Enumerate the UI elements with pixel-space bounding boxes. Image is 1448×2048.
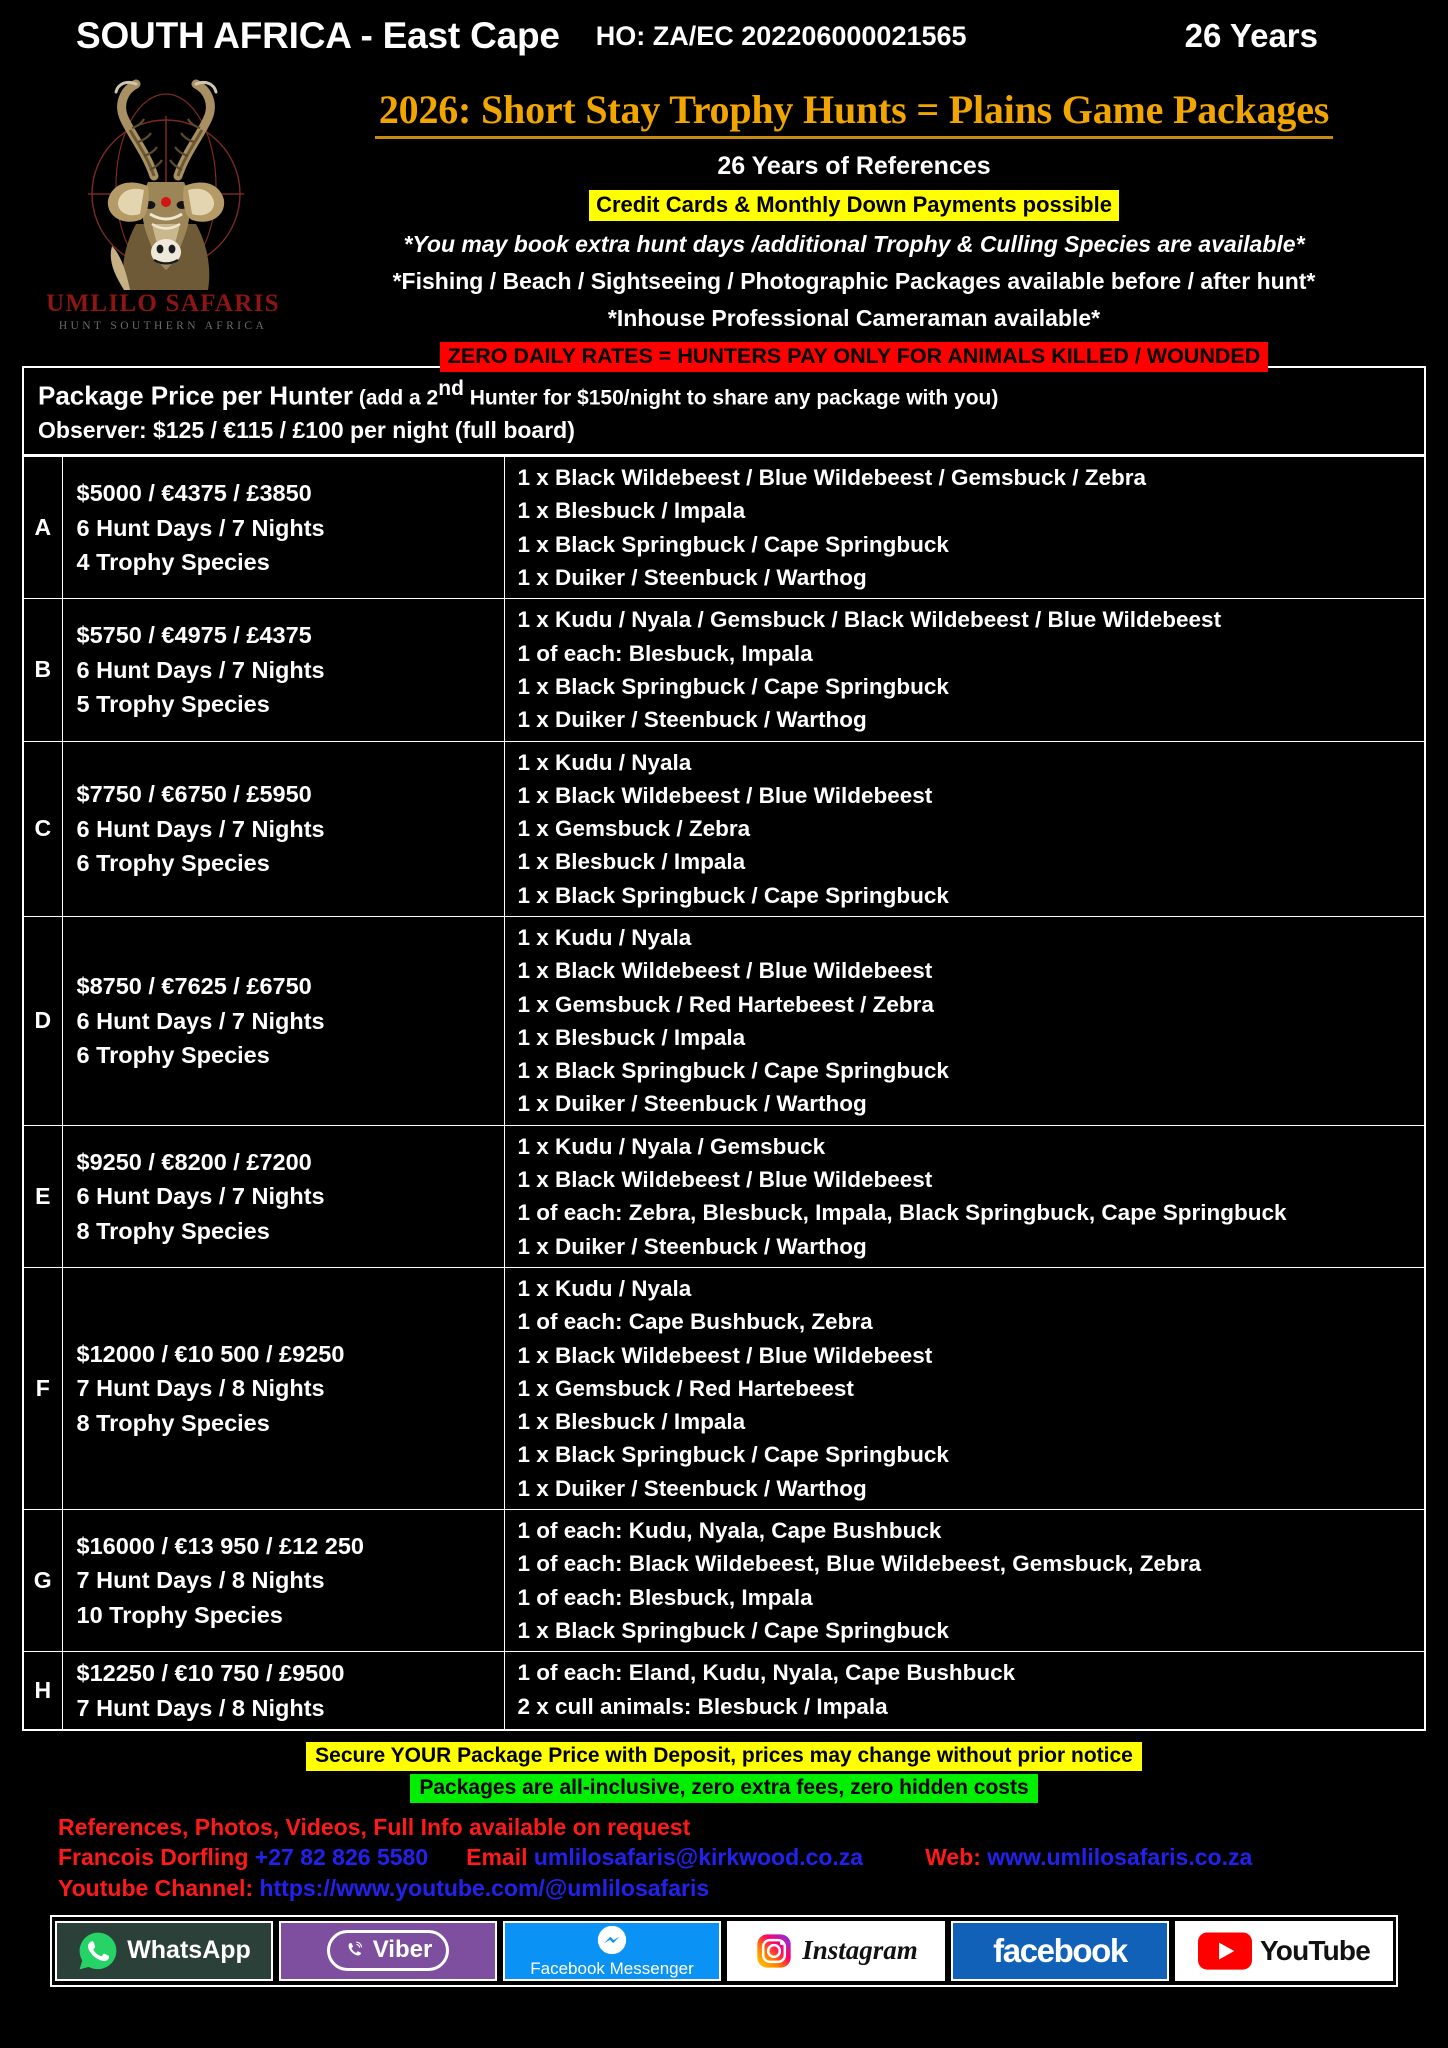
whatsapp-icon bbox=[77, 1930, 119, 1972]
facebook-messenger-label: Facebook Messenger bbox=[530, 1958, 694, 1978]
species-line: 1 x Duiker / Steenbuck / Warthog bbox=[517, 1233, 867, 1259]
company-logo bbox=[38, 74, 288, 364]
table-row bbox=[24, 1652, 1424, 1729]
species-line: 1 x Black Wildebeest / Blue Wildebeest bbox=[517, 958, 933, 984]
species-line: 1 x Gemsbuck / Zebra bbox=[517, 816, 751, 842]
package-species-cell bbox=[504, 916, 1424, 1125]
years-badge: 26 Years bbox=[1184, 17, 1318, 54]
species-line: 1 x Blesbuck / Impala bbox=[517, 498, 746, 524]
package-species-count: 5 Trophy Species bbox=[76, 691, 270, 718]
package-price-cell bbox=[62, 1510, 504, 1652]
package-days: 6 Hunt Days / 7 Nights bbox=[76, 656, 325, 683]
species-line: 1 x Kudu / Nyala bbox=[517, 1275, 692, 1301]
youtube-button[interactable] bbox=[1175, 1921, 1393, 1981]
species-line: 1 x Black Springbuck / Cape Springbuck bbox=[517, 531, 949, 557]
package-price: $8750 / €7625 / £6750 bbox=[76, 973, 312, 1000]
header-block bbox=[0, 72, 1448, 368]
package-species-cell bbox=[504, 1510, 1424, 1652]
package-days: 7 Hunt Days / 8 Nights bbox=[76, 1694, 325, 1721]
viber-label: Viber bbox=[372, 1936, 433, 1964]
package-price: $12000 / €10 500 / £9250 bbox=[76, 1341, 345, 1368]
package-species-count: 8 Trophy Species bbox=[76, 1217, 270, 1244]
package-letter: B bbox=[24, 599, 62, 741]
species-line: 1 x Black Wildebeest / Blue Wildebeest / Gemsbuck / Zebra bbox=[517, 465, 1147, 491]
species-line: 1 x Blesbuck / Impala bbox=[517, 1409, 746, 1435]
youtube-line bbox=[58, 1873, 1448, 1903]
youtube-label: Youtube Channel: bbox=[58, 1874, 260, 1901]
species-line: 1 x Gemsbuck / Red Hartebeest / Zebra bbox=[517, 991, 934, 1017]
species-line: 1 x Gemsbuck / Red Hartebeest bbox=[517, 1375, 854, 1401]
package-price-cell bbox=[62, 916, 504, 1125]
secure-price-banner: Secure YOUR Package Price with Deposit, prices may change without prior notice bbox=[306, 1742, 1142, 1771]
social-links-bar bbox=[50, 1915, 1398, 1987]
viber-pill bbox=[327, 1930, 450, 1971]
species-line: 1 of each: Black Wildebeest, Blue Wildebeest, Gemsbuck, Zebra bbox=[517, 1551, 1202, 1577]
table-header bbox=[24, 368, 1424, 456]
species-line: 1 x Kudu / Nyala / Gemsbuck bbox=[517, 1133, 826, 1159]
email-address[interactable]: umlilosafaris@kirkwood.co.za bbox=[533, 1844, 864, 1871]
package-species-count: 8 Trophy Species bbox=[76, 1409, 270, 1436]
package-letter: D bbox=[24, 916, 62, 1125]
credit-cards-banner: Credit Cards & Monthly Down Payments possible bbox=[589, 190, 1119, 221]
package-price: $9250 / €8200 / £7200 bbox=[76, 1148, 312, 1175]
ho-registration-number: HO: ZA/EC 202206000021565 bbox=[595, 20, 967, 51]
website-url[interactable]: www.umlilosafaris.co.za bbox=[987, 1844, 1253, 1871]
facebook-messenger-button[interactable] bbox=[503, 1921, 721, 1981]
species-line: 1 x Duiker / Steenbuck / Warthog bbox=[517, 1475, 867, 1501]
species-line: 1 of each: Blesbuck, Impala bbox=[517, 1584, 813, 1610]
contact-block bbox=[58, 1812, 1448, 1903]
species-line: 1 of each: Zebra, Blesbuck, Impala, Black Springbuck, Cape Springbuck bbox=[517, 1200, 1287, 1226]
package-species-count: 6 Trophy Species bbox=[76, 1042, 270, 1069]
species-line: 1 of each: Kudu, Nyala, Cape Bushbuck bbox=[517, 1518, 942, 1544]
species-line: 1 x Blesbuck / Impala bbox=[517, 849, 746, 875]
main-title: 2026: Short Stay Trophy Hunts = Plains Game Packages bbox=[375, 86, 1333, 139]
youtube-icon bbox=[1198, 1932, 1252, 1970]
species-line: 1 x Black Wildebeest / Blue Wildebeest bbox=[517, 1342, 933, 1368]
page-title: SOUTH AFRICA - East Cape bbox=[76, 15, 560, 56]
package-price-cell bbox=[62, 741, 504, 916]
package-price-cell bbox=[62, 457, 504, 599]
table-header-ordinal: nd bbox=[438, 377, 464, 400]
package-species-count: 10 Trophy Species bbox=[76, 1601, 283, 1628]
kudu-crosshair-logo-icon bbox=[66, 74, 266, 294]
package-days: 6 Hunt Days / 7 Nights bbox=[76, 1183, 325, 1210]
package-price: $5750 / €4975 / £4375 bbox=[76, 622, 312, 649]
email-label: Email bbox=[466, 1844, 534, 1871]
youtube-url[interactable]: https://www.youtube.com/@umlilosafaris bbox=[259, 1874, 710, 1901]
package-species-cell bbox=[504, 741, 1424, 916]
species-line: 1 of each: Eland, Kudu, Nyala, Cape Bushbuck bbox=[517, 1660, 1016, 1686]
package-price: $12250 / €10 750 / £9500 bbox=[76, 1660, 345, 1687]
species-line: 1 x Black Springbuck / Cape Springbuck bbox=[517, 882, 949, 908]
species-line: 1 x Duiker / Steenbuck / Warthog bbox=[517, 565, 867, 591]
package-species-count: 4 Trophy Species bbox=[76, 548, 270, 575]
packages-table bbox=[24, 456, 1424, 1729]
package-species-cell bbox=[504, 1652, 1424, 1729]
facebook-button[interactable] bbox=[951, 1921, 1169, 1981]
observer-rate: Observer: $125 / €115 / £100 per night (full board) bbox=[38, 417, 575, 444]
package-price-table bbox=[22, 366, 1426, 1731]
package-price: $5000 / €4375 / £3850 bbox=[76, 480, 312, 507]
whatsapp-button[interactable] bbox=[55, 1921, 273, 1981]
note-extra-days: *You may book extra hunt days /additional Trophy & Culling Species are available* bbox=[403, 231, 1305, 257]
viber-button[interactable] bbox=[279, 1921, 497, 1981]
instagram-label: Instagram bbox=[802, 1935, 918, 1966]
species-line: 2 x cull animals: Blesbuck / Impala bbox=[517, 1693, 888, 1719]
whatsapp-label: WhatsApp bbox=[127, 1936, 251, 1965]
species-line: 1 x Kudu / Nyala bbox=[517, 924, 692, 950]
species-line: 1 x Black Springbuck / Cape Springbuck bbox=[517, 1058, 949, 1084]
package-price-cell bbox=[62, 599, 504, 741]
package-days: 7 Hunt Days / 8 Nights bbox=[76, 1567, 325, 1594]
package-letter: E bbox=[24, 1125, 62, 1267]
table-row bbox=[24, 916, 1424, 1125]
table-header-strong: Package Price per Hunter bbox=[38, 380, 354, 411]
web-label: Web: bbox=[925, 1844, 988, 1871]
table-row bbox=[24, 741, 1424, 916]
contact-name: Francois Dorfling bbox=[58, 1844, 255, 1871]
species-line: 1 x Duiker / Steenbuck / Warthog bbox=[517, 1091, 867, 1117]
species-line: 1 x Black Wildebeest / Blue Wildebeest bbox=[517, 1167, 933, 1193]
package-letter: C bbox=[24, 741, 62, 916]
species-line: 1 x Kudu / Nyala / Gemsbuck / Black Wildebeest / Blue Wildebeest bbox=[517, 607, 1222, 633]
package-days: 6 Hunt Days / 7 Nights bbox=[76, 815, 325, 842]
contact-phone[interactable]: +27 82 826 5580 bbox=[254, 1844, 429, 1871]
species-line: 1 of each: Blesbuck, Impala bbox=[517, 640, 813, 666]
package-price-cell bbox=[62, 1267, 504, 1509]
species-line: 1 x Black Springbuck / Cape Springbuck bbox=[517, 1442, 949, 1468]
package-letter: A bbox=[24, 457, 62, 599]
package-letter: H bbox=[24, 1652, 62, 1729]
note-activities: *Fishing / Beach / Sightseeing / Photographic Packages available before / after hunt* bbox=[392, 268, 1316, 294]
package-price: $7750 / €6750 / £5950 bbox=[76, 781, 312, 808]
table-row bbox=[24, 599, 1424, 741]
top-bar bbox=[0, 0, 1448, 72]
package-species-cell bbox=[504, 1267, 1424, 1509]
package-letter: F bbox=[24, 1267, 62, 1509]
species-line: 1 x Black Springbuck / Cape Springbuck bbox=[517, 1617, 949, 1643]
footer-block bbox=[0, 1742, 1448, 1903]
species-line: 1 x Duiker / Steenbuck / Warthog bbox=[517, 707, 867, 733]
package-days: 6 Hunt Days / 7 Nights bbox=[76, 1007, 325, 1034]
table-row bbox=[24, 1125, 1424, 1267]
contact-line bbox=[58, 1842, 1448, 1872]
package-price-cell bbox=[62, 1652, 504, 1729]
logo-company-name: UMLILO SAFARIS bbox=[46, 290, 280, 317]
header-text-column bbox=[270, 72, 1438, 372]
table-header-rest-b: Hunter for $150/night to share any package with you) bbox=[463, 386, 999, 410]
species-line: 1 x Blesbuck / Impala bbox=[517, 1024, 746, 1050]
package-days: 7 Hunt Days / 8 Nights bbox=[76, 1375, 325, 1402]
facebook-messenger-icon bbox=[593, 1923, 631, 1957]
references-line: References, Photos, Videos, Full Info available on request bbox=[58, 1813, 691, 1840]
subtitle-references: 26 Years of References bbox=[717, 152, 991, 180]
facebook-label: facebook bbox=[993, 1931, 1127, 1969]
package-price: $16000 / €13 950 / £12 250 bbox=[76, 1533, 364, 1560]
package-species-cell bbox=[504, 457, 1424, 599]
package-days: 6 Hunt Days / 7 Nights bbox=[76, 514, 325, 541]
logo-tagline: HUNT SOUTHERN AFRICA bbox=[58, 320, 268, 332]
package-letter: G bbox=[24, 1510, 62, 1652]
note-cameraman: *Inhouse Professional Cameraman available* bbox=[607, 305, 1101, 331]
package-price-cell bbox=[62, 1125, 504, 1267]
zero-daily-rates-banner: ZERO DAILY RATES = HUNTERS PAY ONLY FOR ANIMALS KILLED / WOUNDED bbox=[440, 342, 1269, 372]
species-line: 1 x Black Springbuck / Cape Springbuck bbox=[517, 673, 949, 699]
table-row bbox=[24, 1267, 1424, 1509]
instagram-button[interactable] bbox=[727, 1921, 945, 1981]
table-header-rest-a: (add a 2 bbox=[353, 386, 439, 410]
youtube-label: YouTube bbox=[1259, 1934, 1370, 1966]
species-line: 1 x Kudu / Nyala bbox=[517, 749, 692, 775]
viber-icon bbox=[342, 1937, 368, 1963]
package-species-count: 6 Trophy Species bbox=[76, 849, 270, 876]
package-species-cell bbox=[504, 599, 1424, 741]
all-inclusive-banner: Packages are all-inclusive, zero extra fees, zero hidden costs bbox=[410, 1774, 1037, 1803]
table-row bbox=[24, 457, 1424, 599]
species-line: 1 of each: Cape Bushbuck, Zebra bbox=[517, 1309, 873, 1335]
species-line: 1 x Black Wildebeest / Blue Wildebeest bbox=[517, 782, 933, 808]
package-species-cell bbox=[504, 1125, 1424, 1267]
instagram-icon bbox=[754, 1931, 794, 1971]
table-row bbox=[24, 1510, 1424, 1652]
